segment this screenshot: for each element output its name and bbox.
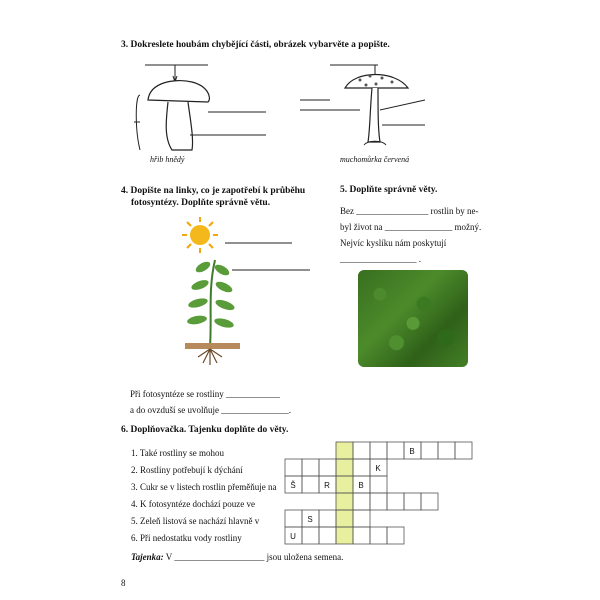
crossword-letter-r6: U — [290, 532, 296, 541]
ex4-sentence1: Při fotosyntéze se rostliny ____________ — [130, 389, 280, 399]
ex4-title — [121, 185, 305, 209]
ex6-item-5: 5. Zeleň listová se nachází hlavně v — [131, 516, 260, 526]
ex5-line3: Nejvíc kyslíku nám poskytují — [340, 238, 447, 248]
ex6-item-1: 1. Také rostliny se mohou — [131, 448, 224, 458]
ex6-item-2: 2. Rostliny potřebují k dýchání — [131, 465, 243, 475]
ex4-sentence2: a do ovzduší se uvolňuje _______________. — [130, 405, 291, 415]
ex6-item-3: 3. Cukr se v listech rostlin přeměňuje na — [131, 482, 277, 492]
ex5-title: 5. Doplňte správně věty. — [340, 185, 438, 195]
crossword-letter-r3c: B — [358, 481, 364, 490]
ex3-title: 3. Dokreslete houbám chybějící části, obrázek vybarvěte a popište. — [121, 40, 390, 50]
ex6-title: 6. Doplňovačka. Tajenku doplňte do věty. — [121, 425, 289, 435]
ex5-line2: byl život na _______________ možný. — [340, 222, 482, 232]
boletus-drawing — [120, 60, 280, 160]
ex6-item-6: 6. Při nedostatku vody rostliny — [131, 533, 242, 543]
ex5-line1: Bez ________________ rostlin by ne- — [340, 206, 479, 216]
ex4-title-line2: fotosyntézy. Doplňte správně větu. — [131, 198, 271, 208]
ex4-title-line1: 4. Dopište na linky, co je zapotřebí k průběhu — [121, 186, 306, 196]
crossword-letter-r2: K — [375, 464, 381, 473]
tajenka-label: Tajenka: — [131, 552, 164, 562]
tajenka-sentence — [131, 552, 343, 563]
crossword-letter-r3a: Š — [290, 481, 296, 490]
crossword-letter-r5: S — [307, 515, 313, 524]
amanita-label: muchomůrka červená — [340, 155, 410, 164]
crossword-letter-r1: B — [409, 447, 415, 456]
ex5-line4: _________________ . — [340, 254, 421, 264]
crossword-letter-r3b: R — [324, 481, 330, 490]
boletus-label: hřib hnědý — [150, 155, 185, 164]
page-number: 8 — [121, 578, 126, 588]
plant-with-sun-drawing — [170, 215, 300, 370]
forest-photo — [358, 270, 468, 367]
sun-icon — [182, 217, 218, 253]
ex6-item-4: 4. K fotosyntéze dochází pouze ve — [131, 499, 255, 509]
crossword-grid — [285, 442, 485, 552]
amanita-drawing — [300, 60, 430, 160]
tajenka-text: V ____________________ jsou uložena semena. — [163, 552, 344, 562]
